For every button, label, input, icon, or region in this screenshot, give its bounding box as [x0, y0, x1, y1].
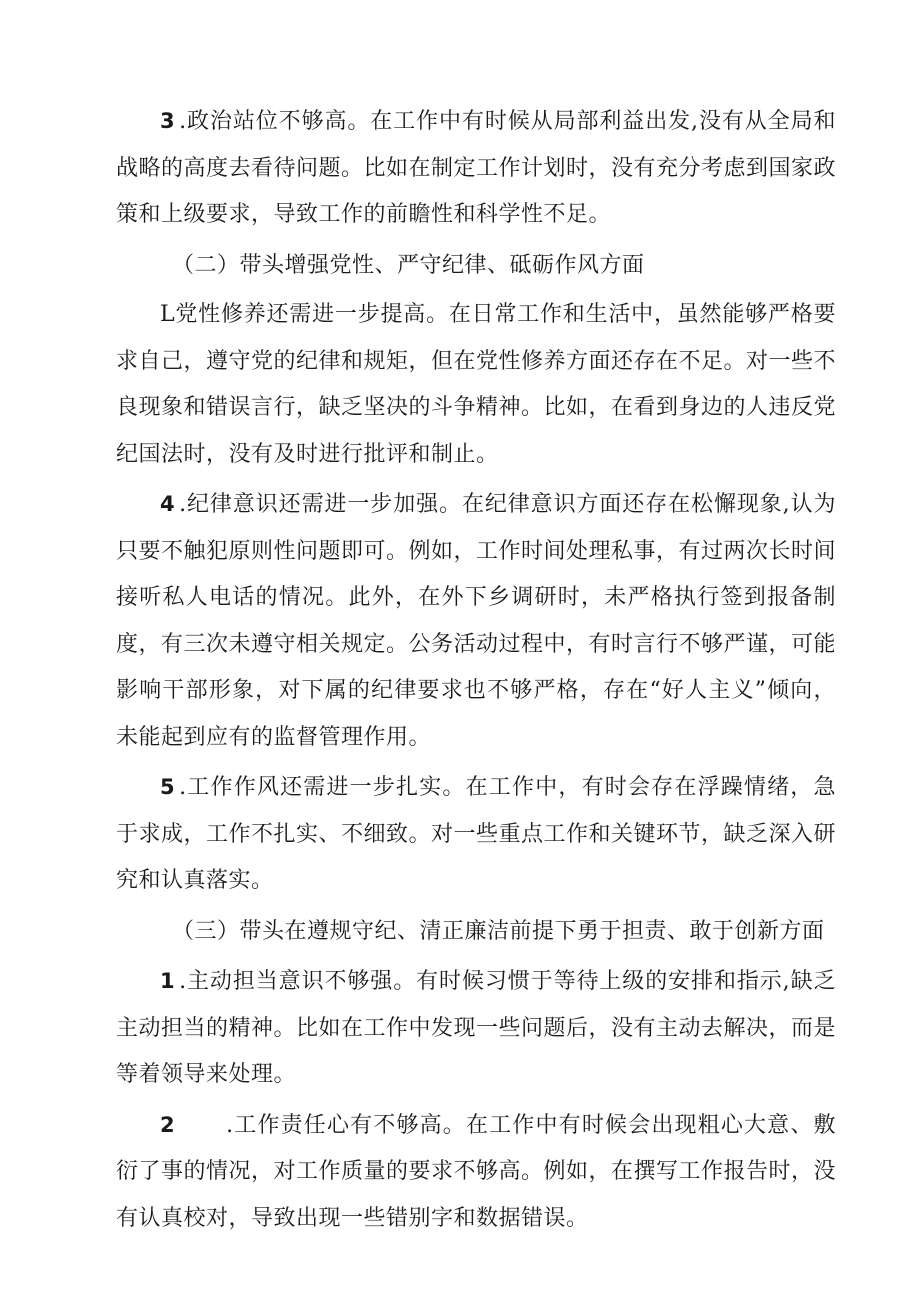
paragraph-item-5 [116, 764, 836, 905]
paragraph-item-l [116, 292, 836, 478]
paragraph-item-3 [116, 98, 836, 239]
item-number: 5 [160, 775, 176, 799]
paragraph-text: .主动担当意识不够强。有时候习惯于等待上级的安排和指示,缺乏主动担当的精神。比如在工作中发现一些问题后，没有主动去解决，而是等着领导来处理。 [116, 969, 837, 1087]
paragraph-text: .工作作风还需进一步扎实。在工作中，有时会存在浮躁情绪，急于求成，工作不扎实、不细致。对一些重点工作和关键环节，缺乏深入研究和认真落实。 [116, 775, 837, 893]
section-heading-3: （三）带头在遵规守纪、清正廉洁前提下勇于担责、敢于创新方面 [172, 918, 825, 944]
paragraph-item-1 [116, 958, 836, 1099]
paragraph-item-2 [116, 1102, 836, 1243]
document-page [116, 98, 836, 1242]
item-number: 3 [160, 109, 176, 133]
paragraph-text: L党性修养还需进一步提高。在日常工作和生活中，虽然能够严格要求自己，遵守党的纪律和规矩，但在党性修养方面还存在不足。对一些不良现象和错误言行，缺乏坚决的斗争精神。比如，在看到身边的人违反党纪国法时，没有及时进行批评和制止。 [116, 302, 837, 467]
paragraph-text: .工作责任心有不够高。在工作中有时候会出现粗心大意、敷衍了事的情况，对工作质量的要求不够高。例如，在撰写工作报告时，没有认真校对，导致出现一些错别字和数据错误。 [116, 1112, 837, 1231]
item-number: 4 [160, 492, 176, 516]
paragraph-text: .纪律意识还需进一步加强。在纪律意识方面还存在松懈现象,认为只要不触犯原则性问题即可。例如，工作时间处理私事，有过两次长时间接听私人电话的情况。此外，在外下乡调研时，未严格执行签到报备制度，有三次未遵守相关规定。公务活动过程中，有时言行不够严谨，可能影响干部形象，对下属的纪律要求也不够严格，存在“好人主义”倾向，未能起到应有的监督管理作用。 [116, 492, 837, 750]
section-heading-2: （二）带头增强党性、严守纪律、砥砺作风方面 [172, 252, 645, 278]
paragraph-item-4 [116, 481, 836, 761]
item-number: 1 [160, 969, 176, 993]
item-number: 2 [160, 1112, 176, 1137]
paragraph-text: .政治站位不够高。在工作中有时候从局部利益出发,没有从全局和战略的高度去看待问题。比如在制定工作计划时，没有充分考虑到国家政策和上级要求，导致工作的前瞻性和科学性不足。 [116, 109, 837, 227]
